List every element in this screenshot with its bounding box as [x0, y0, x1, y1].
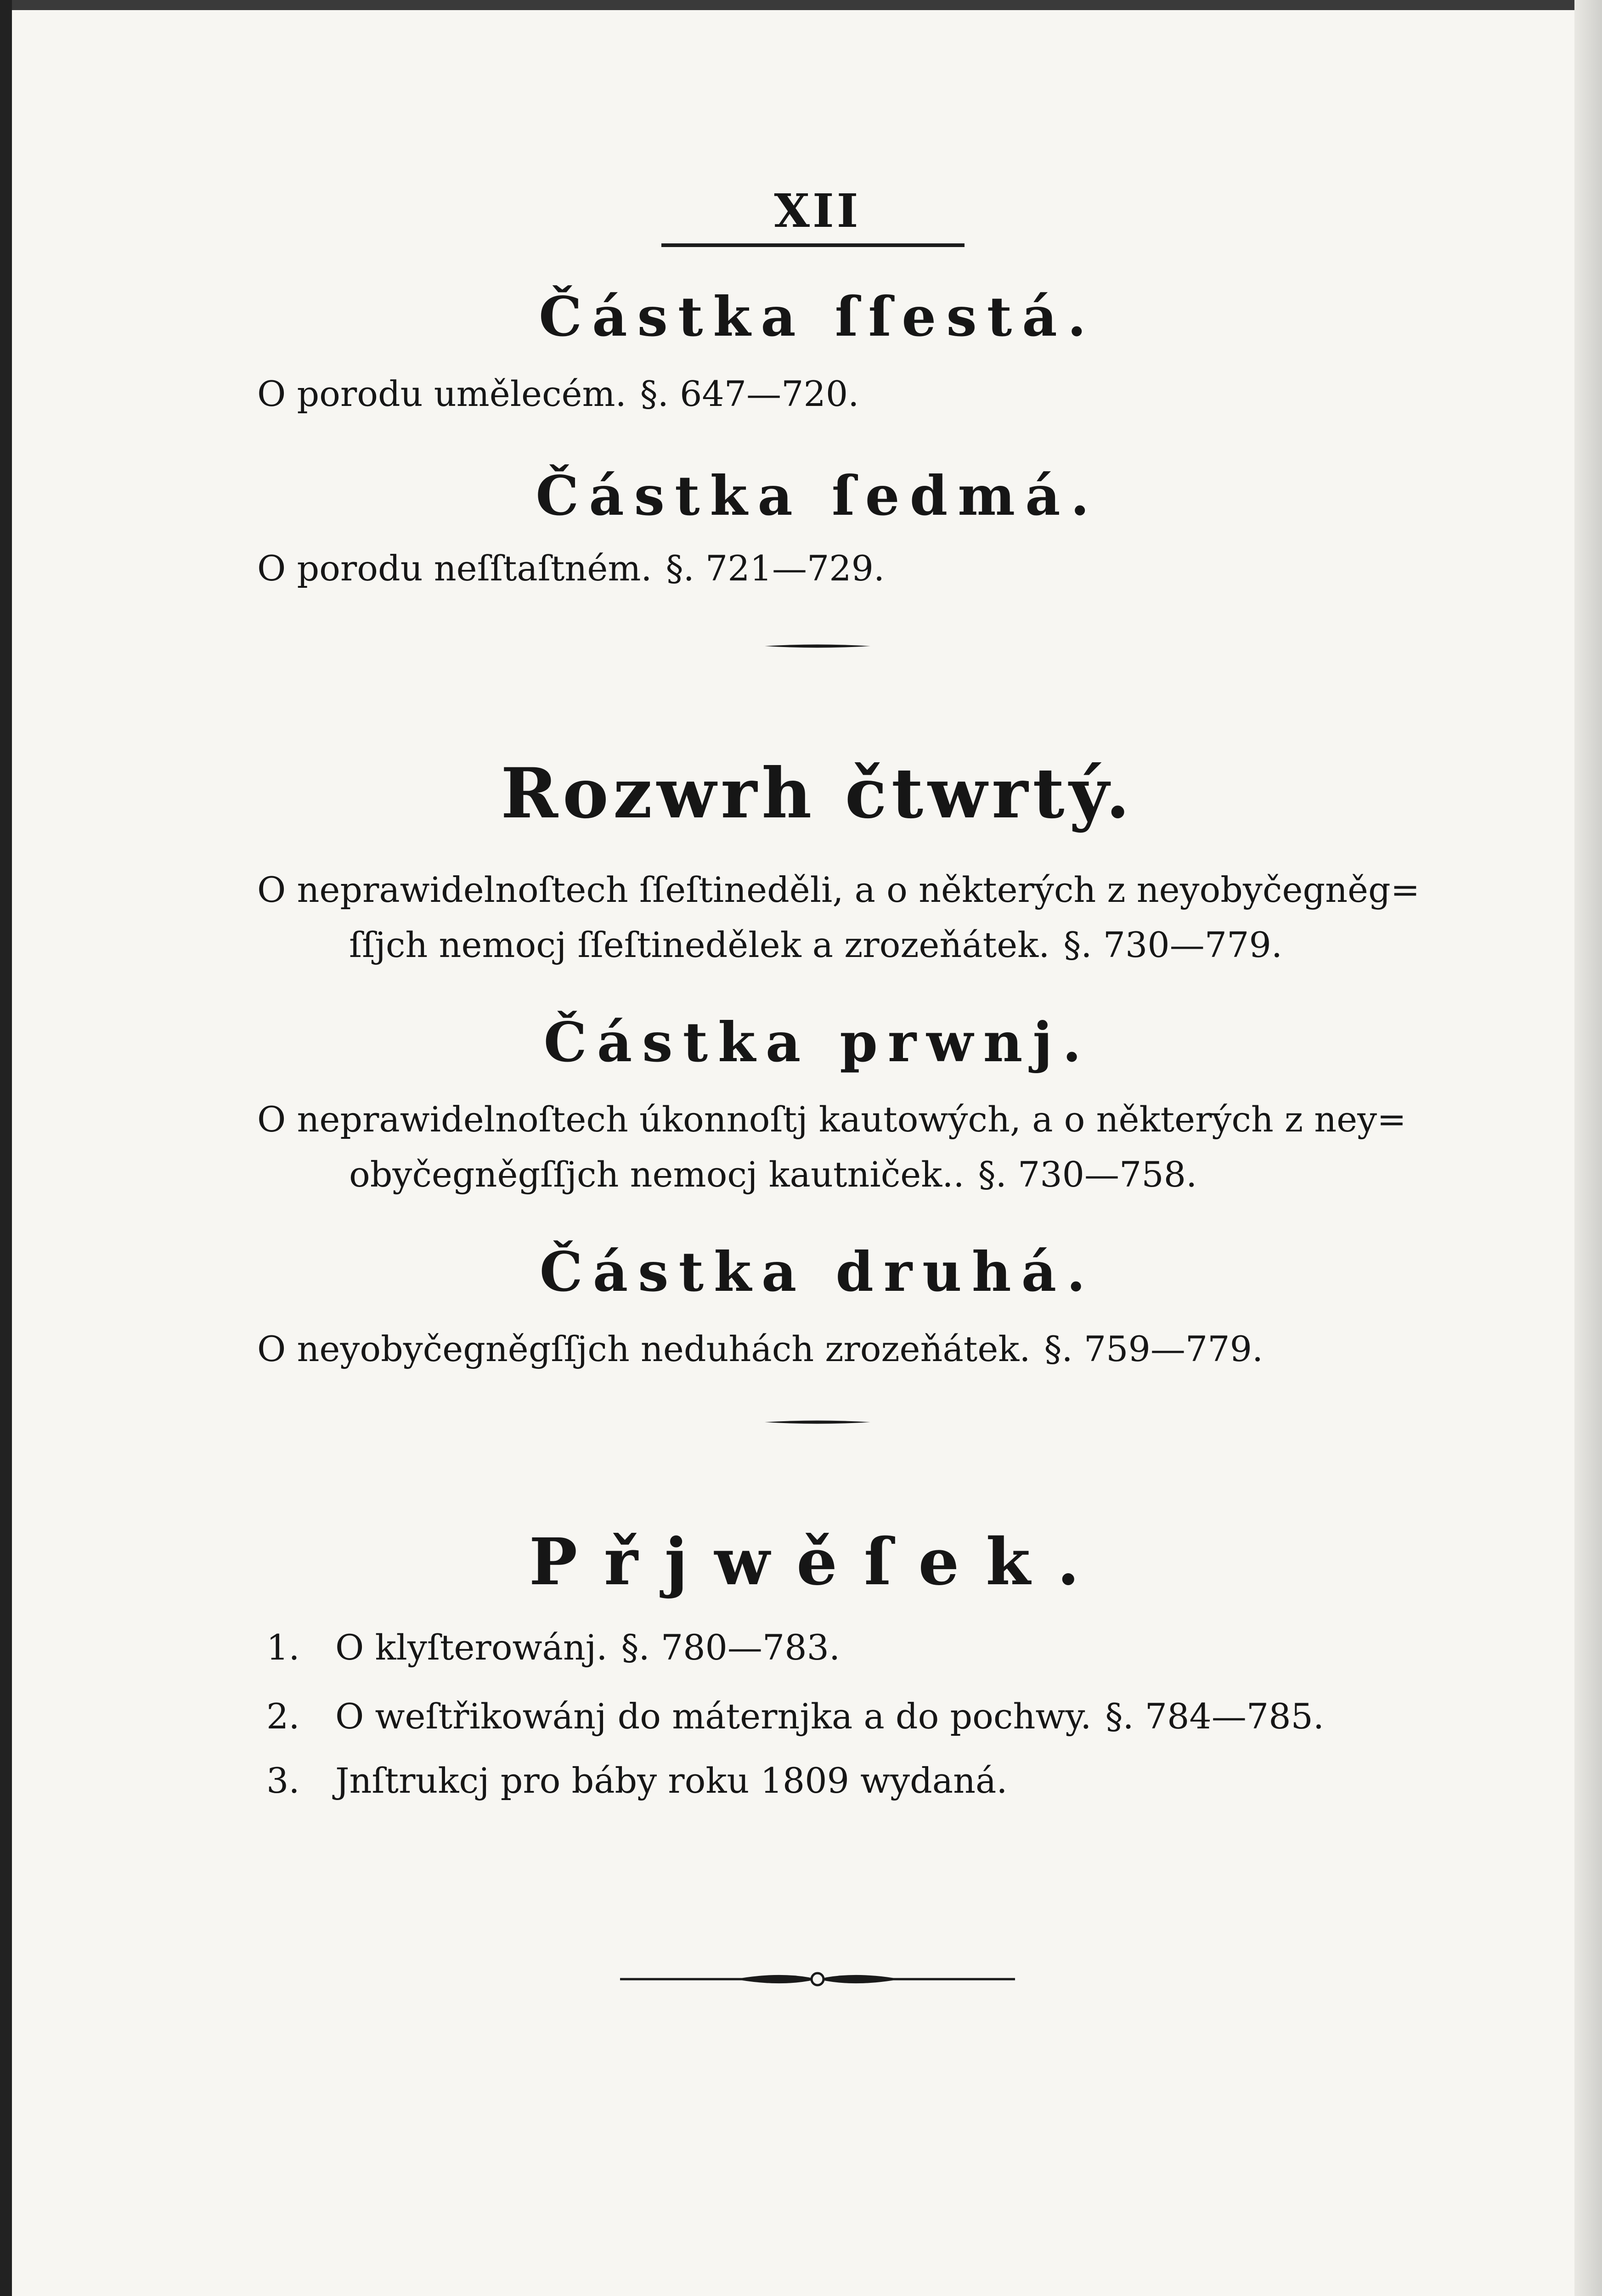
toc-entry-ref: §. 730—779.: [1063, 924, 1282, 965]
appendix-heading: Přjwěſek.: [529, 1525, 1106, 1600]
toc-entry-ref: §. 647—720.: [640, 373, 859, 414]
appendix-item-3: [266, 1760, 1008, 1801]
list-item-text: O klyſterowánj.: [335, 1627, 608, 1668]
toc-entry-ref: §. 721—729.: [666, 548, 885, 589]
toc-entry-chapter4-line1: O neprawidelnoſtech ſſeſtineděli, a o některých z neyobyčegněg=: [257, 869, 1420, 910]
toc-entry-chapter4-part1-line1: O neprawidelnoſtech úkonnoſtj kautowých, a o některých z ney=: [257, 1099, 1406, 1140]
toc-entry-ref: §. 730—758.: [978, 1154, 1197, 1195]
toc-entry-chapter4-part1-line2: [349, 1154, 1197, 1195]
list-item-text: Jnſtrukcj pro báby roku 1809 wydaná.: [335, 1760, 1008, 1801]
list-item-ref: §. 784—785.: [1105, 1696, 1325, 1737]
list-number: 3.: [266, 1760, 300, 1801]
appendix-item-1: [266, 1627, 840, 1668]
toc-entry-text: ſſjch nemocj ſſeſtinedělek a zrozeňátek.: [349, 924, 1050, 965]
page-number: XII: [774, 184, 861, 238]
list-item-text: O weſtřikowánj do máternjka a do pochwy.: [335, 1696, 1092, 1737]
page-content: [257, 174, 1420, 2287]
section-divider: [765, 1419, 870, 1425]
toc-entry-text: O porodu neſſtaſtném.: [257, 548, 652, 589]
list-item-ref: §. 780—783.: [621, 1627, 840, 1668]
toc-entry-chapter4-line2: [349, 924, 1282, 965]
list-number: 1.: [266, 1627, 300, 1668]
header-rule: [661, 243, 965, 247]
appendix-item-2: [266, 1696, 1325, 1737]
chapter-heading-4: Rozwrh čtwrtý.: [501, 753, 1134, 834]
section-heading-chapter4-part1: Částka prwnj.: [543, 1010, 1092, 1074]
toc-entry-text: obyčegněgſſjch nemocj kautniček..: [349, 1154, 965, 1195]
toc-entry-part6: [257, 373, 859, 414]
toc-entry-text: O porodu umělecém.: [257, 373, 626, 414]
section-heading-part7: Částka ſedmá.: [536, 464, 1100, 528]
ornamental-end-rule: [620, 1965, 1015, 1993]
scan-border-right: [1574, 0, 1602, 2296]
toc-entry-ref: §. 759—779.: [1044, 1328, 1264, 1369]
section-divider: [765, 643, 870, 649]
toc-entry-text: O neyobyčegněgſſjch neduhách zrozeňátek.: [257, 1328, 1031, 1369]
toc-entry-part7: [257, 548, 885, 589]
section-heading-part6: Částka ſſestá.: [539, 285, 1096, 349]
toc-entry-chapter4-part2: [257, 1328, 1264, 1369]
list-number: 2.: [266, 1696, 300, 1737]
section-heading-chapter4-part2: Částka druhá.: [539, 1240, 1096, 1304]
scan-border-left: [0, 0, 12, 2296]
scan-border-top: [0, 0, 1602, 10]
